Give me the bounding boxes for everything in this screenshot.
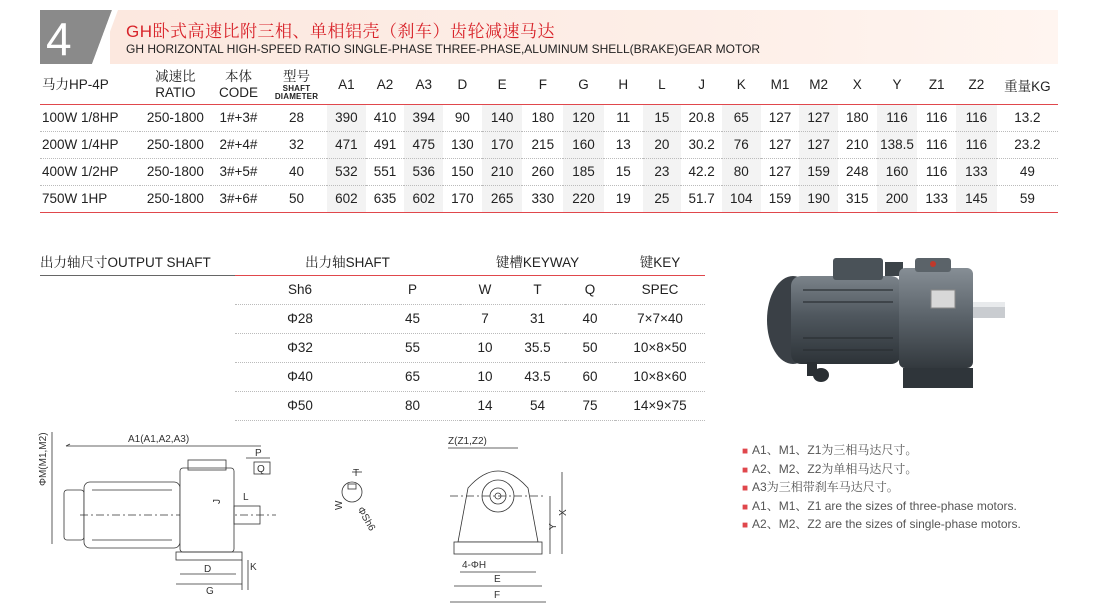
spec-cell-code: 3#+5#: [211, 158, 266, 185]
shaft-cell: Φ40: [235, 362, 365, 391]
spec-cell-value: 215: [522, 131, 563, 158]
spec-cell-value: 602: [404, 185, 443, 212]
motor-photo: [755, 250, 1015, 410]
header-col: K: [722, 66, 761, 104]
spec-cell-value: 25: [643, 185, 682, 212]
shaft-cell: 43.5: [510, 362, 565, 391]
header-col: G: [563, 66, 604, 104]
bullet-icon: ■: [742, 446, 749, 457]
header-col: E: [482, 66, 523, 104]
shaft-cell: 45: [365, 304, 460, 333]
spec-cell-power: 200W 1/4HP: [40, 131, 140, 158]
shaft-cell: 10: [460, 333, 510, 362]
header-model: 型号 SHAFT DIAMETER: [266, 66, 327, 104]
spec-cell-value: 159: [761, 185, 800, 212]
spec-cell-value: 491: [366, 131, 405, 158]
shaft-table-title: 出力轴尺寸OUTPUT SHAFT: [40, 247, 235, 275]
header-col: A2: [366, 66, 405, 104]
header-col: Z1: [917, 66, 956, 104]
spec-cell-weight: 13.2: [997, 104, 1058, 131]
header-weight: 重量KG: [997, 66, 1058, 104]
spec-cell-value: 150: [443, 158, 482, 185]
bullet-icon: ■: [742, 483, 749, 494]
header-col: Y: [877, 66, 918, 104]
spec-cell-code: 2#+4#: [211, 131, 266, 158]
spec-cell-value: 145: [956, 185, 997, 212]
header-col: X: [838, 66, 877, 104]
section-number: 4: [46, 13, 72, 65]
spec-cell-value: 127: [761, 104, 800, 131]
shaft-cell: 75: [565, 391, 615, 420]
label-l: L: [243, 492, 249, 503]
label-g: G: [206, 586, 214, 597]
spec-cell-value: 220: [563, 185, 604, 212]
spec-cell-value: 532: [327, 158, 366, 185]
keyway-group-header: 键槽KEYWAY: [460, 247, 615, 275]
spec-cell-value: 475: [404, 131, 443, 158]
spec-cell-shaft: 40: [266, 158, 327, 185]
spec-cell-value: 210: [838, 131, 877, 158]
spec-cell-value: 185: [563, 158, 604, 185]
shaft-cell: 55: [365, 333, 460, 362]
shaft-body: [40, 275, 705, 420]
header-col: M2: [799, 66, 838, 104]
spec-cell-weight: 59: [997, 185, 1058, 212]
spec-cell-value: 127: [799, 104, 838, 131]
spec-cell-ratio: 250-1800: [140, 185, 211, 212]
spec-cell-value: 116: [877, 104, 918, 131]
note-item: ■ A2、M2、Z2为单相马达尺寸。: [742, 461, 918, 476]
spec-cell-value: 116: [917, 131, 956, 158]
shaft-cell: Φ32: [235, 333, 365, 362]
shaft-cell: 7: [460, 304, 510, 333]
sub-header: SPEC: [615, 275, 705, 304]
shaft-cell: 54: [510, 391, 565, 420]
spec-cell-value: 13: [604, 131, 643, 158]
spec-cell-value: 23: [643, 158, 682, 185]
spec-cell-value: 116: [917, 104, 956, 131]
spec-row: [40, 131, 1058, 158]
spec-row: [40, 158, 1058, 185]
spec-cell-value: 116: [956, 104, 997, 131]
shaft-cell: 60: [565, 362, 615, 391]
spec-cell-value: 130: [443, 131, 482, 158]
header-col: J: [681, 66, 722, 104]
shaft-cell: 40: [565, 304, 615, 333]
label-k: K: [250, 562, 257, 573]
notes-list: [742, 441, 1082, 534]
spec-cell-ratio: 250-1800: [140, 131, 211, 158]
side-view-drawing: [36, 424, 276, 609]
spec-cell-code: 3#+6#: [211, 185, 266, 212]
shaft-cell: 10×8×50: [615, 333, 705, 362]
spec-cell-value: 127: [799, 131, 838, 158]
shaft-cell: 14×9×75: [615, 391, 705, 420]
shaft-row: [40, 362, 705, 391]
spec-cell-value: 248: [838, 158, 877, 185]
spec-cell-value: 180: [522, 104, 563, 131]
spec-cell-value: 170: [443, 185, 482, 212]
shaft-cell: 35.5: [510, 333, 565, 362]
shaft-cell: 31: [510, 304, 565, 333]
note-item: ■ A1、M1、Z1为三相马达尺寸。: [742, 443, 918, 457]
label-t: T: [353, 468, 360, 479]
shaft-subheader-row: [40, 275, 705, 304]
spec-cell-weight: 49: [997, 158, 1058, 185]
spec-cell-value: 127: [761, 158, 800, 185]
shaft-cell: 7×7×40: [615, 304, 705, 333]
spec-cell-value: 127: [761, 131, 800, 158]
shaft-row: [40, 333, 705, 362]
spec-cell-value: 133: [956, 158, 997, 185]
spec-cell-value: 65: [722, 104, 761, 131]
spec-cell-value: 51.7: [681, 185, 722, 212]
label-x: X: [558, 509, 569, 516]
spec-table: [40, 66, 1058, 213]
spec-cell-value: 120: [563, 104, 604, 131]
note-item: ■ A3为三相带刹车马达尺寸。: [742, 480, 899, 494]
spec-cell-value: 19: [604, 185, 643, 212]
header-col: D: [443, 66, 482, 104]
note-item: ■ A2、M2、Z2 are the sizes of single-phase motors.: [742, 517, 1021, 531]
spec-cell-value: 160: [877, 158, 918, 185]
spec-cell-value: 471: [327, 131, 366, 158]
spec-cell-value: 394: [404, 104, 443, 131]
shaft-cell: Φ50: [235, 391, 365, 420]
note-item: ■ A1、M1、Z1 are the sizes of three-phase motors.: [742, 498, 1017, 513]
spec-cell-value: 390: [327, 104, 366, 131]
spec-cell-value: 20.8: [681, 104, 722, 131]
sub-header: Sh6: [235, 275, 365, 304]
spec-cell-power: 100W 1/8HP: [40, 104, 140, 131]
label-a1: A1(A1,A2,A3): [128, 434, 190, 445]
spec-cell-value: 160: [563, 131, 604, 158]
spec-cell-value: 602: [327, 185, 366, 212]
page-header: [40, 10, 1058, 64]
keyway-detail-drawing: [328, 462, 388, 542]
spec-row: [40, 104, 1058, 131]
spec-cell-value: 76: [722, 131, 761, 158]
spec-cell-value: 90: [443, 104, 482, 131]
shaft-cell: 10×8×60: [615, 362, 705, 391]
spec-cell-weight: 23.2: [997, 131, 1058, 158]
label-q: Q: [257, 464, 265, 475]
spec-cell-value: 635: [366, 185, 405, 212]
label-4-phi-h: 4-ΦH: [462, 560, 487, 571]
header-col: M1: [761, 66, 800, 104]
spec-cell-value: 104: [722, 185, 761, 212]
label-phi-m: ΦM(M1,M2): [38, 432, 49, 486]
spec-cell-ratio: 250-1800: [140, 158, 211, 185]
label-d: D: [204, 564, 212, 575]
spec-cell-value: 210: [482, 158, 523, 185]
spec-body: [40, 104, 1058, 212]
spec-cell-value: 265: [482, 185, 523, 212]
title-english: GH HORIZONTAL HIGH-SPEED RATIO SINGLE-PHASE THREE-PHASE,ALUMINUM SHELL(BRAKE)GEAR MOTOR: [126, 42, 761, 56]
spec-cell-ratio: 250-1800: [140, 104, 211, 131]
spec-header-row: [40, 66, 1058, 104]
spec-cell-shaft: 32: [266, 131, 327, 158]
header-code: 本体 CODE: [211, 66, 266, 104]
header-col: A1: [327, 66, 366, 104]
spec-cell-value: 80: [722, 158, 761, 185]
output-shaft-table: [40, 247, 705, 421]
header-power: 马力HP-4P: [40, 66, 140, 104]
spec-cell-value: 42.2: [681, 158, 722, 185]
label-z: Z(Z1,Z2): [448, 436, 487, 447]
shaft-cell: 50: [565, 333, 615, 362]
spec-cell-value: 138.5: [877, 131, 918, 158]
header-col: L: [643, 66, 682, 104]
spec-row: [40, 185, 1058, 212]
label-f: F: [494, 590, 501, 601]
spec-cell-power: 400W 1/2HP: [40, 158, 140, 185]
spec-cell-value: 410: [366, 104, 405, 131]
shaft-cell: 14: [460, 391, 510, 420]
bullet-icon: ■: [742, 501, 749, 513]
shaft-cell: 80: [365, 391, 460, 420]
label-w: W: [334, 500, 345, 510]
spec-cell-value: 190: [799, 185, 838, 212]
bullet-icon: ■: [742, 520, 749, 531]
sub-header: Q: [565, 275, 615, 304]
sub-header: T: [510, 275, 565, 304]
spec-cell-value: 159: [799, 158, 838, 185]
spec-cell-shaft: 28: [266, 104, 327, 131]
spec-cell-value: 200: [877, 185, 918, 212]
spec-cell-value: 260: [522, 158, 563, 185]
shaft-header-row: [40, 247, 705, 275]
spec-cell-value: 315: [838, 185, 877, 212]
spec-cell-value: 330: [522, 185, 563, 212]
spec-cell-value: 133: [917, 185, 956, 212]
label-e: E: [494, 574, 501, 585]
header-col: H: [604, 66, 643, 104]
sub-header: W: [460, 275, 510, 304]
spec-cell-value: 20: [643, 131, 682, 158]
spec-cell-value: 15: [604, 158, 643, 185]
header-col: A3: [404, 66, 443, 104]
shaft-cell: 10: [460, 362, 510, 391]
label-phi-sh6: ΦSh6: [354, 505, 378, 534]
header-ratio: 减速比 RATIO: [140, 66, 211, 104]
label-p: P: [255, 448, 262, 459]
spec-cell-value: 536: [404, 158, 443, 185]
label-j: J: [212, 499, 223, 504]
shaft-cell: Φ28: [235, 304, 365, 333]
spec-cell-shaft: 50: [266, 185, 327, 212]
shaft-row: [40, 391, 705, 420]
header-col: Z2: [956, 66, 997, 104]
spec-cell-value: 551: [366, 158, 405, 185]
label-y: Y: [548, 523, 559, 530]
front-view-drawing: [440, 434, 580, 606]
spec-cell-value: 180: [838, 104, 877, 131]
title-chinese: GH卧式高速比附三相、单相铝壳（刹车）齿轮减速马达: [126, 22, 555, 41]
spec-cell-value: 116: [956, 131, 997, 158]
bullet-icon: ■: [742, 464, 749, 476]
shaft-row: [40, 304, 705, 333]
shaft-cell: 65: [365, 362, 460, 391]
spec-cell-value: 11: [604, 104, 643, 131]
key-group-header: 键KEY: [615, 247, 705, 275]
spec-cell-value: 30.2: [681, 131, 722, 158]
spec-cell-power: 750W 1HP: [40, 185, 140, 212]
spec-cell-value: 140: [482, 104, 523, 131]
spec-cell-value: 170: [482, 131, 523, 158]
spec-cell-code: 1#+3#: [211, 104, 266, 131]
sub-header: P: [365, 275, 460, 304]
spec-cell-value: 15: [643, 104, 682, 131]
shaft-group-header: 出力轴SHAFT: [235, 247, 460, 275]
header-col: F: [522, 66, 563, 104]
spec-cell-value: 116: [917, 158, 956, 185]
